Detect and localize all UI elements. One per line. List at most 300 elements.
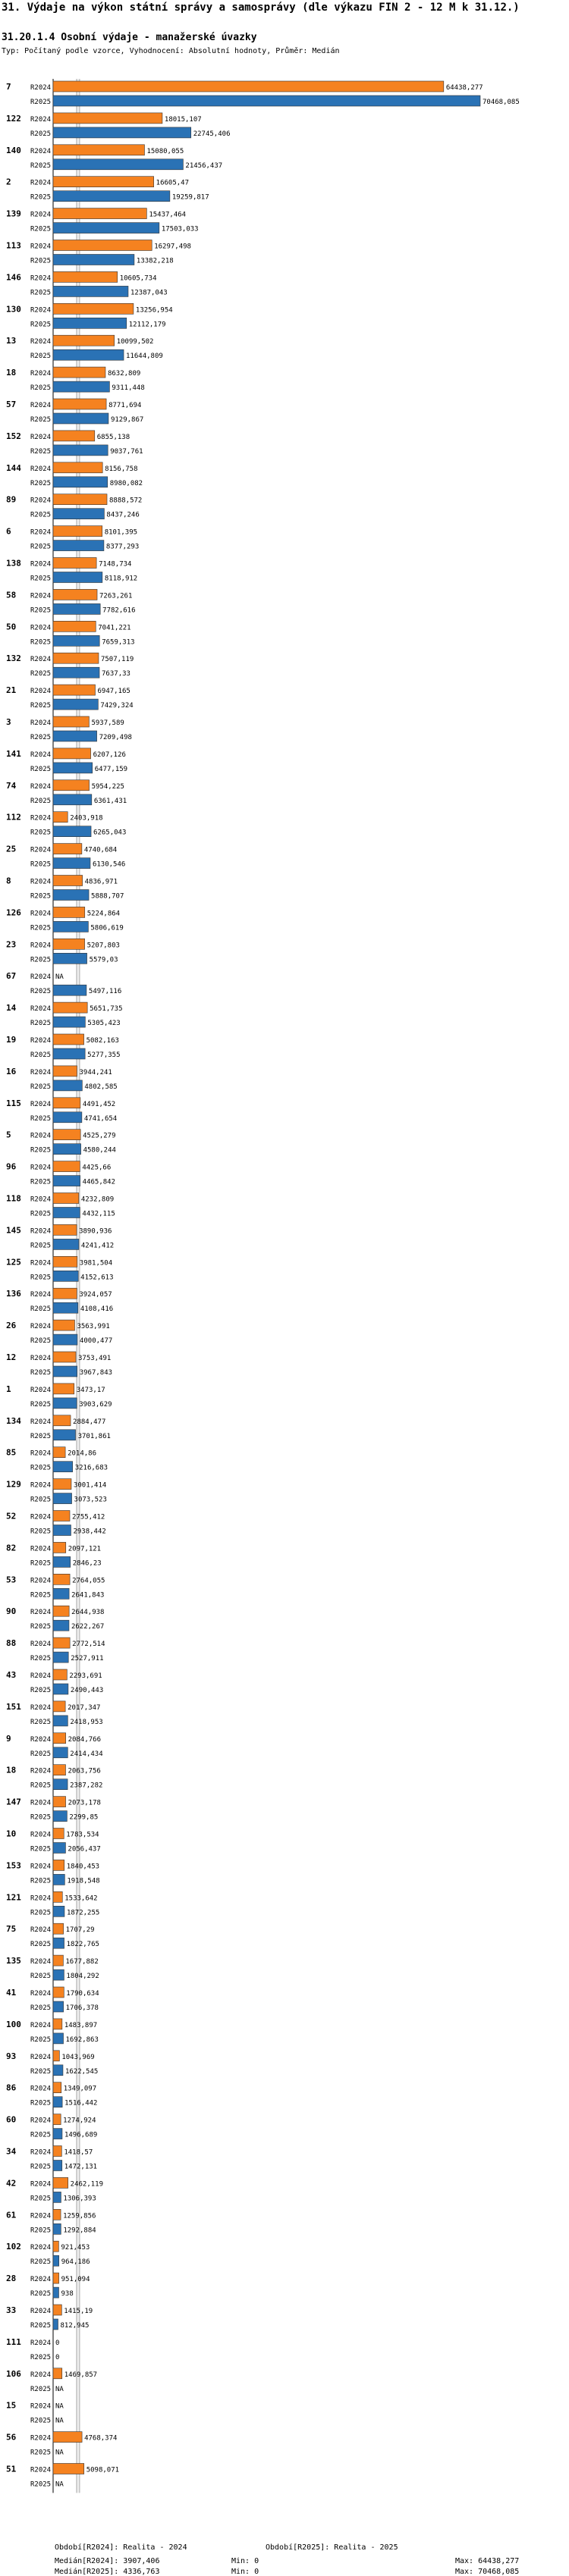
series-label-r2024: R2024	[30, 2148, 52, 2157]
bar-r2024	[53, 844, 82, 854]
series-label-r2025: R2025	[30, 353, 52, 361]
series-label-r2024: R2024	[30, 1735, 52, 1744]
series-label-r2024: R2024	[30, 115, 52, 124]
series-label-r2025: R2025	[30, 575, 52, 583]
row-id-label: 82	[6, 1543, 17, 1553]
series-label-r2024: R2024	[30, 1196, 52, 1204]
row-id-label: 96	[6, 1161, 17, 1172]
value-label-r2024: 5082,163	[86, 1037, 119, 1045]
value-label-r2025: 2387,282	[70, 1782, 103, 1790]
series-label-r2025: R2025	[30, 1051, 52, 1059]
value-label-r2024: 1349,097	[63, 2085, 97, 2093]
row-id-label: 61	[6, 2210, 17, 2220]
bar-r2024	[53, 2114, 61, 2125]
bar-r2025	[53, 921, 88, 932]
bar-r2024	[53, 81, 444, 92]
series-label-r2024: R2024	[30, 1609, 52, 1617]
value-label-r2024: 921,453	[61, 2244, 90, 2252]
series-label-r2025: R2025	[30, 1210, 52, 1218]
value-label-r2025: 4432,115	[82, 1210, 115, 1218]
series-label-r2025: R2025	[30, 2227, 52, 2235]
series-label-r2025: R2025	[30, 2480, 52, 2489]
series-label-r2025: R2025	[30, 1178, 52, 1186]
value-label-r2025: 1804,292	[66, 1973, 99, 1981]
series-label-r2025: R2025	[30, 829, 52, 837]
chart-type-line: Typ: Počítaný podle vzorce, Vyhodnocení: Absolutní hodnoty, Průměr: Medián	[2, 47, 340, 55]
series-label-r2024: R2024	[30, 1386, 52, 1394]
value-label-r2025: 2418,953	[70, 1718, 103, 1726]
series-label-r2024: R2024	[30, 2117, 52, 2125]
row-id-label: 67	[6, 971, 17, 982]
value-label-r2025: 4465,842	[82, 1178, 116, 1186]
series-label-r2024: R2024	[30, 1005, 52, 1014]
bar-r2025	[53, 509, 104, 519]
series-label-r2024: R2024	[30, 2466, 52, 2474]
row-id-label: 58	[6, 590, 17, 600]
value-label-r2024: 7041,221	[98, 624, 131, 632]
bar-r2024	[53, 431, 95, 441]
value-label-r2024: 1483,897	[64, 2021, 98, 2029]
value-label-r2024: 5937,589	[91, 719, 124, 727]
value-label-r2025: 3073,523	[74, 1496, 107, 1504]
bar-r2024	[53, 1511, 70, 1521]
bar-r2024	[53, 1066, 77, 1076]
row-id-label: 16	[6, 1066, 17, 1076]
bar-r2024	[53, 2082, 61, 2093]
value-label-r2024: 64438,277	[445, 84, 483, 92]
series-label-r2024: R2024	[30, 2244, 52, 2252]
value-label-r2024: 4232,809	[80, 1196, 115, 1204]
series-label-r2024: R2024	[30, 688, 52, 696]
series-label-r2024: R2024	[30, 1767, 52, 1775]
value-label-r2024: 5651,735	[90, 1005, 123, 1014]
bar-r2024	[53, 177, 154, 187]
value-label-r2025: 7429,324	[100, 702, 134, 710]
row-id-label: 121	[6, 1892, 21, 1903]
series-label-r2024: R2024	[30, 846, 52, 854]
value-label-r2025: 3967,843	[79, 1369, 113, 1377]
row-id-label: 146	[6, 272, 21, 283]
row-id-label: 147	[6, 1797, 21, 1807]
value-label-r2025: 4241,412	[80, 1242, 115, 1250]
series-label-r2024: R2024	[30, 1513, 52, 1521]
value-label-r2024: 7507,119	[100, 656, 134, 664]
value-label-r2024: 8632,809	[107, 370, 141, 378]
bar-r2024	[53, 2273, 59, 2283]
value-label-r2024: 8771,694	[108, 402, 142, 409]
row-id-label: 41	[6, 1988, 17, 1998]
row-id-label: 125	[6, 1257, 21, 1268]
bar-r2025	[53, 286, 128, 296]
value-label-r2025: 6265,043	[93, 829, 127, 837]
value-label-r2024: 8888,572	[109, 497, 143, 505]
row-id-label: 113	[6, 240, 21, 251]
series-label-r2025: R2025	[30, 765, 52, 773]
value-label-r2025: 9037,761	[110, 447, 143, 456]
value-label-r2025: 1872,255	[66, 1909, 100, 1917]
value-label-r2024: 15437,464	[149, 211, 187, 219]
bar-r2025	[53, 1811, 67, 1822]
value-label-r2025: 19259,817	[171, 193, 209, 202]
value-label-r2024: 4740,684	[83, 846, 118, 854]
value-label-r2025: 70468,085	[483, 99, 520, 106]
row-id-label: 126	[6, 907, 21, 918]
series-label-r2025: R2025	[30, 2035, 52, 2044]
bar-r2025	[53, 159, 183, 170]
bar-r2024	[53, 1479, 71, 1490]
bar-r2025	[53, 1938, 64, 1948]
value-label-r2024: 8101,395	[104, 528, 138, 537]
value-label-r2025: 5579,03	[89, 956, 118, 964]
bar-r2024	[53, 653, 99, 663]
series-label-r2025: R2025	[30, 956, 52, 964]
row-id-label: 14	[6, 1003, 17, 1014]
value-label-r2024: 16605,47	[156, 179, 190, 187]
series-label-r2025: R2025	[30, 1020, 52, 1028]
series-label-r2025: R2025	[30, 606, 52, 615]
row-id-label: 111	[6, 2336, 21, 2347]
row-id-label: 26	[6, 1321, 17, 1331]
bar-r2025	[53, 96, 480, 106]
bar-r2025	[53, 191, 170, 202]
series-label-r2025: R2025	[30, 924, 52, 932]
series-label-r2024: R2024	[30, 2021, 52, 2029]
series-label-r2025: R2025	[30, 702, 52, 710]
bar-r2025	[53, 1843, 65, 1854]
row-id-label: 42	[6, 2178, 17, 2189]
bar-r2025	[53, 1239, 79, 1249]
row-id-label: 138	[6, 558, 21, 569]
min-r2024: Min: 0	[231, 2557, 259, 2565]
value-label-r2024: 1783,534	[66, 1831, 99, 1839]
series-label-r2025: R2025	[30, 2258, 52, 2267]
bar-r2025	[53, 541, 104, 551]
row-id-label: 130	[6, 304, 21, 315]
bar-r2025	[53, 603, 100, 614]
value-label-r2025: 5888,707	[91, 892, 124, 901]
bar-r2024	[53, 1193, 79, 1204]
value-label-r2024: 1043,969	[61, 2053, 95, 2061]
series-label-r2025: R2025	[30, 2290, 52, 2299]
series-label-r2025: R2025	[30, 638, 52, 647]
bar-r2025	[53, 731, 97, 741]
value-label-r2025: 3701,861	[77, 1432, 111, 1440]
value-label-r2024: 3944,241	[79, 1068, 112, 1076]
series-label-r2024: R2024	[30, 274, 52, 283]
bar-r2025	[53, 1430, 76, 1440]
value-label-r2024: 2097,121	[68, 1545, 102, 1553]
series-label-r2025: R2025	[30, 2067, 52, 2076]
value-label-r2024: 1707,29	[65, 1926, 95, 1935]
value-label-r2024: 2644,938	[71, 1609, 105, 1617]
series-label-r2024: R2024	[30, 2308, 52, 2315]
value-label-r2025: 2846,23	[72, 1559, 102, 1568]
bar-r2025	[53, 1652, 68, 1662]
series-label-r2024: R2024	[30, 560, 52, 569]
series-label-r2024: R2024	[30, 1926, 52, 1935]
bar-r2025	[53, 1970, 64, 1980]
series-label-r2025: R2025	[30, 892, 52, 901]
bar-r2025	[53, 2192, 61, 2202]
series-label-r2024: R2024	[30, 2276, 52, 2284]
series-label-r2024: R2024	[30, 2053, 52, 2061]
value-label-r2025: 8980,082	[109, 479, 143, 487]
bar-r2025	[53, 1874, 64, 1885]
value-label-r2024: 2293,691	[69, 1672, 102, 1680]
value-label-r2025: 12112,179	[128, 321, 166, 329]
bar-r2024	[53, 1415, 71, 1426]
bar-r2024	[53, 2432, 82, 2443]
value-label-r2025: 8437,246	[106, 511, 140, 519]
value-label-r2024: 3890,936	[79, 1227, 112, 1236]
series-label-r2025: R2025	[30, 1909, 52, 1917]
value-label-r2024: 6207,126	[93, 751, 126, 759]
series-label-r2024: R2024	[30, 1227, 52, 1236]
bar-r2024	[53, 780, 90, 791]
series-label-r2025: R2025	[30, 1559, 52, 1568]
bar-r2025	[53, 477, 108, 487]
value-label-r2025: 7782,616	[102, 606, 136, 615]
bar-r2025	[53, 2287, 58, 2298]
bar-r2024	[53, 2368, 62, 2379]
value-label-r2025: 1706,378	[65, 2004, 99, 2012]
series-label-r2024: R2024	[30, 1990, 52, 1998]
value-label-r2025: 1918,548	[67, 1877, 100, 1885]
value-label-r2025: 1306,393	[63, 2195, 96, 2203]
series-label-r2024: R2024	[30, 2212, 52, 2220]
value-label-r2024: 2462,119	[70, 2180, 104, 2189]
bar-r2024	[53, 303, 134, 314]
value-label-r2024: 4425,66	[82, 1164, 112, 1172]
bar-r2024	[53, 208, 146, 219]
bar-r2025	[53, 1462, 73, 1472]
value-label-r2025: 4741,654	[83, 1114, 118, 1123]
bar-r2024	[53, 1923, 64, 1934]
row-id-label: 100	[6, 2019, 21, 2029]
bar-r2025	[53, 1302, 78, 1313]
row-id-label: 23	[6, 939, 17, 950]
series-label-r2024: R2024	[30, 2339, 52, 2347]
series-label-r2025: R2025	[30, 2131, 52, 2139]
row-id-label: 53	[6, 1575, 17, 1585]
series-label-r2024: R2024	[30, 2434, 52, 2443]
value-label-r2025: 4108,416	[80, 1305, 114, 1314]
series-label-r2025: R2025	[30, 1274, 52, 1282]
series-label-r2025: R2025	[30, 447, 52, 456]
bar-r2025	[53, 1208, 80, 1218]
series-label-r2025: R2025	[30, 193, 52, 202]
median-r2025: Medián[R2025]: 4336,763	[55, 2568, 160, 2576]
bar-r2025	[53, 985, 86, 995]
bar-r2024	[53, 1701, 65, 1712]
value-label-r2025: 1472,131	[64, 2163, 98, 2171]
value-label-r2024: 13256,954	[135, 306, 173, 315]
series-label-r2024: R2024	[30, 147, 52, 155]
series-label-r2024: R2024	[30, 751, 52, 759]
row-id-label: 6	[6, 526, 11, 537]
series-label-r2024: R2024	[30, 878, 52, 886]
bar-r2025	[53, 794, 92, 805]
row-id-label: 21	[6, 685, 17, 696]
value-label-r2025: 1292,884	[63, 2227, 96, 2235]
chart-subtitle: 31.20.1.4 Osobní výdaje - manažerské úvazky	[2, 32, 257, 43]
row-id-label: 129	[6, 1479, 21, 1490]
bar-r2024	[53, 1891, 62, 1902]
bar-r2025	[53, 2129, 62, 2139]
series-label-r2025: R2025	[30, 1146, 52, 1155]
row-id-label: 145	[6, 1225, 21, 1236]
series-label-r2024: R2024	[30, 1100, 52, 1108]
series-label-r2024: R2024	[30, 2180, 52, 2189]
series-label-r2025: R2025	[30, 2163, 52, 2171]
series-label-r2025: R2025	[30, 988, 52, 996]
series-label-r2025: R2025	[30, 1973, 52, 1981]
bar-r2024	[53, 876, 83, 886]
row-id-label: 50	[6, 622, 17, 632]
series-label-r2025: R2025	[30, 130, 52, 138]
bar-r2025	[53, 2097, 62, 2107]
value-label-r2025: NA	[55, 2449, 64, 2457]
row-id-label: 140	[6, 145, 21, 155]
bar-r2025	[53, 572, 102, 583]
value-label-r2025: 2490,443	[70, 1687, 104, 1694]
series-label-r2024: R2024	[30, 2402, 52, 2411]
bar-r2025	[53, 349, 124, 360]
value-label-r2024: 2017,347	[68, 1703, 101, 1712]
bar-r2024	[53, 1637, 70, 1648]
bar-r2024	[53, 812, 68, 823]
bar-r2025	[53, 127, 191, 138]
bar-r2024	[53, 145, 144, 155]
value-label-r2024: 3981,504	[79, 1259, 113, 1268]
series-label-r2025: R2025	[30, 797, 52, 805]
bar-r2024	[53, 2146, 61, 2157]
bar-r2024	[53, 2241, 58, 2252]
bar-r2025	[53, 635, 99, 646]
series-label-r2024: R2024	[30, 243, 52, 251]
bar-r2024	[53, 2177, 68, 2188]
bar-r2025	[53, 2255, 59, 2266]
bar-r2024	[53, 1733, 66, 1744]
value-label-r2024: 2084,766	[68, 1735, 102, 1744]
row-id-label: 51	[6, 2464, 17, 2474]
series-label-r2024: R2024	[30, 1323, 52, 1331]
value-label-r2025: 13382,218	[136, 257, 174, 265]
value-label-r2025: 5497,116	[88, 988, 122, 996]
row-id-label: 115	[6, 1098, 21, 1108]
value-label-r2025: 2056,437	[68, 1845, 101, 1854]
bar-r2025	[53, 1334, 77, 1345]
row-id-label: 28	[6, 2274, 17, 2284]
row-id-label: 85	[6, 1447, 17, 1458]
series-label-r2025: R2025	[30, 1242, 52, 1250]
value-label-r2024: 1677,882	[65, 1958, 99, 1966]
bar-r2024	[53, 1002, 87, 1013]
series-label-r2025: R2025	[30, 1877, 52, 1885]
value-label-r2024: 2764,055	[72, 1577, 105, 1585]
row-id-label: 3	[6, 717, 11, 727]
value-label-r2024: 7148,734	[99, 560, 132, 569]
series-label-r2024: R2024	[30, 973, 52, 982]
value-label-r2024: 1415,19	[64, 2308, 93, 2315]
bar-r2025	[53, 2065, 63, 2076]
value-label-r2025: 7209,498	[99, 734, 132, 741]
series-label-r2025: R2025	[30, 1464, 52, 1472]
bar-r2024	[53, 1098, 80, 1108]
row-id-label: 9	[6, 1733, 11, 1744]
row-id-label: 135	[6, 1956, 21, 1966]
series-label-r2024: R2024	[30, 656, 52, 664]
bar-r2024	[53, 621, 96, 631]
value-label-r2025: 2641,843	[71, 1591, 105, 1600]
row-id-label: 33	[6, 2305, 17, 2315]
bar-r2025	[53, 1144, 81, 1155]
row-id-label: 136	[6, 1289, 21, 1299]
bar-r2024	[53, 907, 85, 917]
row-id-label: 13	[6, 336, 17, 346]
max-r2025: Max: 70468,085	[455, 2568, 520, 2576]
series-label-r2025: R2025	[30, 1782, 52, 1790]
bar-r2025	[53, 318, 127, 328]
bar-r2024	[53, 1606, 69, 1616]
value-label-r2024: 1259,856	[63, 2212, 96, 2220]
series-label-r2025: R2025	[30, 1655, 52, 1663]
series-label-r2025: R2025	[30, 1750, 52, 1758]
bar-r2024	[53, 1161, 80, 1172]
bar-r2025	[53, 1017, 85, 1027]
bar-r2025	[53, 381, 109, 392]
series-label-r2024: R2024	[30, 402, 52, 409]
series-label-r2024: R2024	[30, 528, 52, 537]
series-label-r2024: R2024	[30, 370, 52, 378]
series-label-r2025: R2025	[30, 1845, 52, 1854]
series-label-r2024: R2024	[30, 624, 52, 632]
row-id-label: 10	[6, 1829, 17, 1839]
bar-r2024	[53, 1384, 74, 1394]
series-label-r2024: R2024	[30, 1037, 52, 1045]
bar-r2024	[53, 1669, 67, 1680]
value-label-r2025: 5806,619	[90, 924, 124, 932]
series-label-r2025: R2025	[30, 1718, 52, 1726]
bar-r2025	[53, 1716, 68, 1726]
bar-r2024	[53, 2464, 84, 2474]
bar-r2025	[53, 1048, 85, 1059]
series-label-r2025: R2025	[30, 1400, 52, 1409]
bar-r2025	[53, 1366, 77, 1377]
bar-r2025	[53, 1906, 64, 1916]
value-label-r2025: 1516,442	[64, 2099, 98, 2107]
bar-r2025	[53, 1080, 82, 1091]
value-label-r2024: 6855,138	[96, 433, 130, 441]
value-label-r2025: 21456,437	[185, 161, 223, 170]
row-id-label: 15	[6, 2400, 17, 2411]
bar-r2024	[53, 399, 106, 409]
series-label-r2024: R2024	[30, 497, 52, 505]
series-label-r2024: R2024	[30, 1545, 52, 1553]
bar-r2025	[53, 699, 98, 710]
bar-r2024	[53, 1034, 84, 1045]
series-label-r2024: R2024	[30, 814, 52, 823]
series-label-r2024: R2024	[30, 942, 52, 950]
value-label-r2025: 3216,683	[74, 1464, 108, 1472]
series-label-r2025: R2025	[30, 1337, 52, 1346]
bar-r2024	[53, 1765, 65, 1775]
series-label-r2024: R2024	[30, 1799, 52, 1807]
series-label-r2025: R2025	[30, 2195, 52, 2203]
value-label-r2024: 7263,261	[99, 592, 133, 600]
bar-r2025	[53, 2161, 62, 2171]
value-label-r2024: 18015,107	[164, 115, 202, 124]
